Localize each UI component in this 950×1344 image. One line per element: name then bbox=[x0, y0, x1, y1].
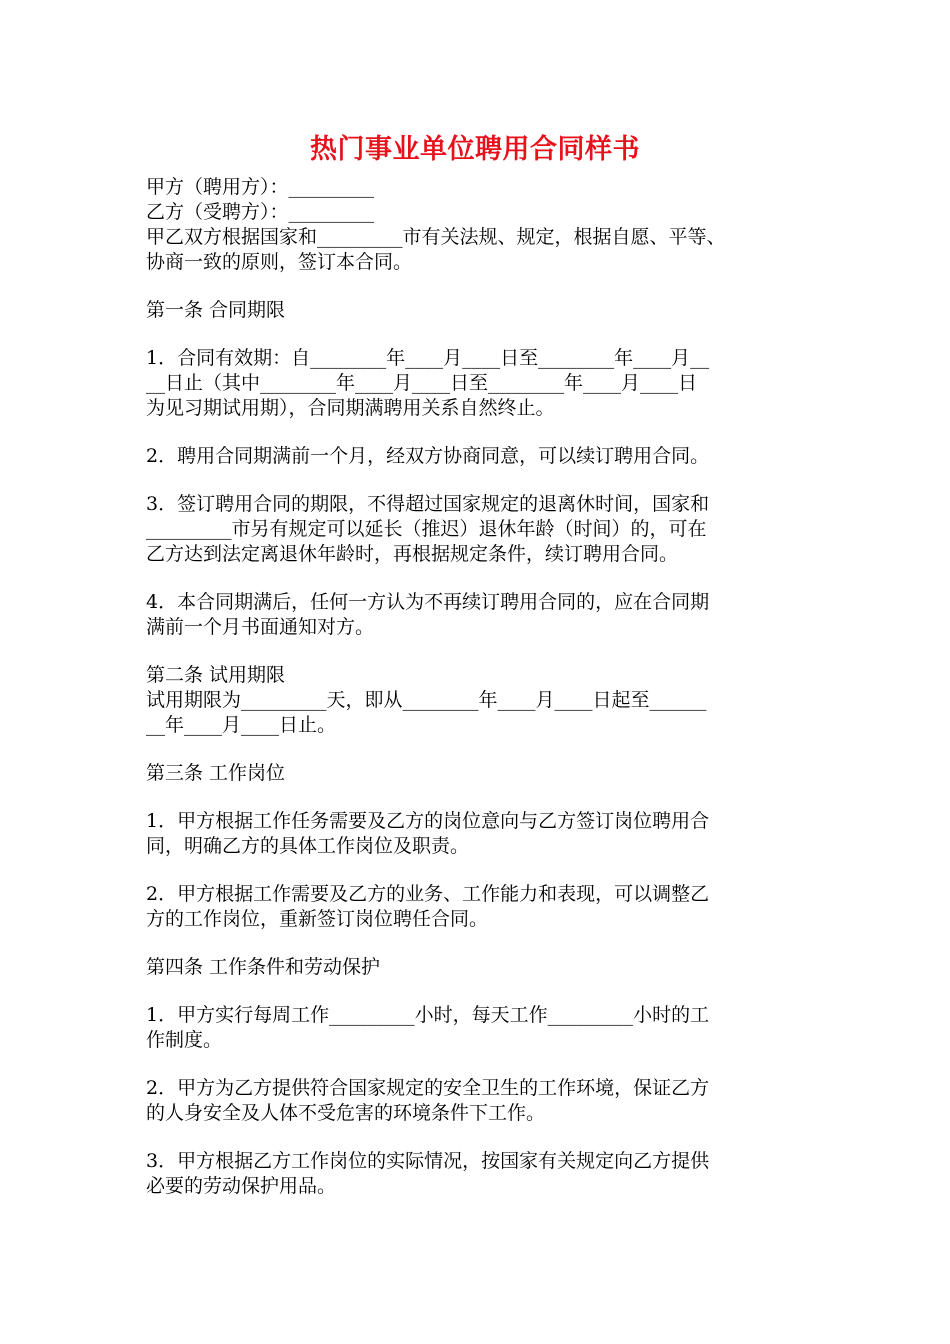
body-line: 第一条 合同期限 bbox=[146, 299, 286, 321]
body-line: 同，明确乙方的具体工作岗位及职责。 bbox=[146, 835, 470, 857]
body-line: __年____月____日止。 bbox=[146, 714, 337, 736]
body-line: 为见习期试用期），合同期满聘用关系自然终止。 bbox=[146, 397, 555, 419]
body-line: 甲方（聘用方）：_________ bbox=[146, 176, 375, 198]
body-line: 1．甲方根据工作任务需要及乙方的岗位意向与乙方签订岗位聘用合 bbox=[146, 810, 710, 832]
paragraph-gap bbox=[146, 323, 826, 346]
body-line: 作制度。 bbox=[146, 1029, 223, 1051]
document-title: 热门事业单位聘用合同样书 bbox=[310, 134, 640, 165]
body-line: 2．甲方根据工作需要及乙方的业务、工作能力和表现，可以调整乙 bbox=[146, 883, 710, 905]
body-line: 3．签订聘用合同的期限，不得超过国家规定的退离休时间，国家和 bbox=[146, 493, 710, 515]
body-line: 1．甲方实行每周工作_________小时，每天工作_________小时的工 bbox=[146, 1004, 710, 1026]
body-line: 第二条 试用期限 bbox=[146, 664, 286, 686]
body-line: 试用期限为_________天，即从________年____月____日起至______ bbox=[146, 689, 707, 711]
paragraph-gap bbox=[146, 786, 826, 809]
paragraph-gap bbox=[146, 640, 826, 663]
body-line: 第四条 工作条件和劳动保护 bbox=[146, 956, 381, 978]
contract-body bbox=[146, 175, 826, 1199]
body-line: 4．本合同期满后，任何一方认为不再续订聘用合同的，应在合同期 bbox=[146, 591, 710, 613]
paragraph-gap bbox=[146, 567, 826, 590]
paragraph-gap bbox=[146, 1126, 826, 1149]
body-line: 的人身安全及人体不受危害的环境条件下工作。 bbox=[146, 1102, 546, 1124]
body-line: 3．甲方根据乙方工作岗位的实际情况，按国家有关规定向乙方提供 bbox=[146, 1150, 710, 1172]
body-line: __日止（其中________年____月____日至________年____月____日 bbox=[146, 372, 698, 394]
body-line: 2．聘用合同期满前一个月，经双方协商同意，可以续订聘用合同。 bbox=[146, 445, 710, 467]
paragraph-gap bbox=[146, 859, 826, 882]
paragraph-gap bbox=[146, 932, 826, 955]
paragraph-gap bbox=[146, 1053, 826, 1076]
body-line: 必要的劳动保护用品。 bbox=[146, 1175, 337, 1197]
body-line: 第三条 工作岗位 bbox=[146, 762, 286, 784]
body-line: 甲乙双方根据国家和_________市有关法规、规定，根据自愿、平等、 bbox=[146, 226, 726, 248]
paragraph-gap bbox=[146, 980, 826, 1003]
paragraph-gap bbox=[146, 421, 826, 444]
paragraph-gap bbox=[146, 738, 826, 761]
body-line: 乙方达到法定离退休年龄时，再根据规定条件，续订聘用合同。 bbox=[146, 543, 679, 565]
body-line: 乙方（受聘方）：_________ bbox=[146, 201, 375, 223]
body-line: 方的工作岗位，重新签订岗位聘任合同。 bbox=[146, 908, 489, 930]
body-line: 满前一个月书面通知对方。 bbox=[146, 616, 375, 638]
body-line: 协商一致的原则，签订本合同。 bbox=[146, 251, 413, 273]
body-line: 1．合同有效期：自________年____月____日至________年____月__ bbox=[146, 347, 710, 369]
body-line: 2．甲方为乙方提供符合国家规定的安全卫生的工作环境，保证乙方 bbox=[146, 1077, 710, 1099]
paragraph-gap bbox=[146, 469, 826, 492]
body-line: _________市另有规定可以延长（推迟）退休年龄（时间）的，可在 bbox=[146, 518, 707, 540]
paragraph-gap bbox=[146, 275, 826, 298]
